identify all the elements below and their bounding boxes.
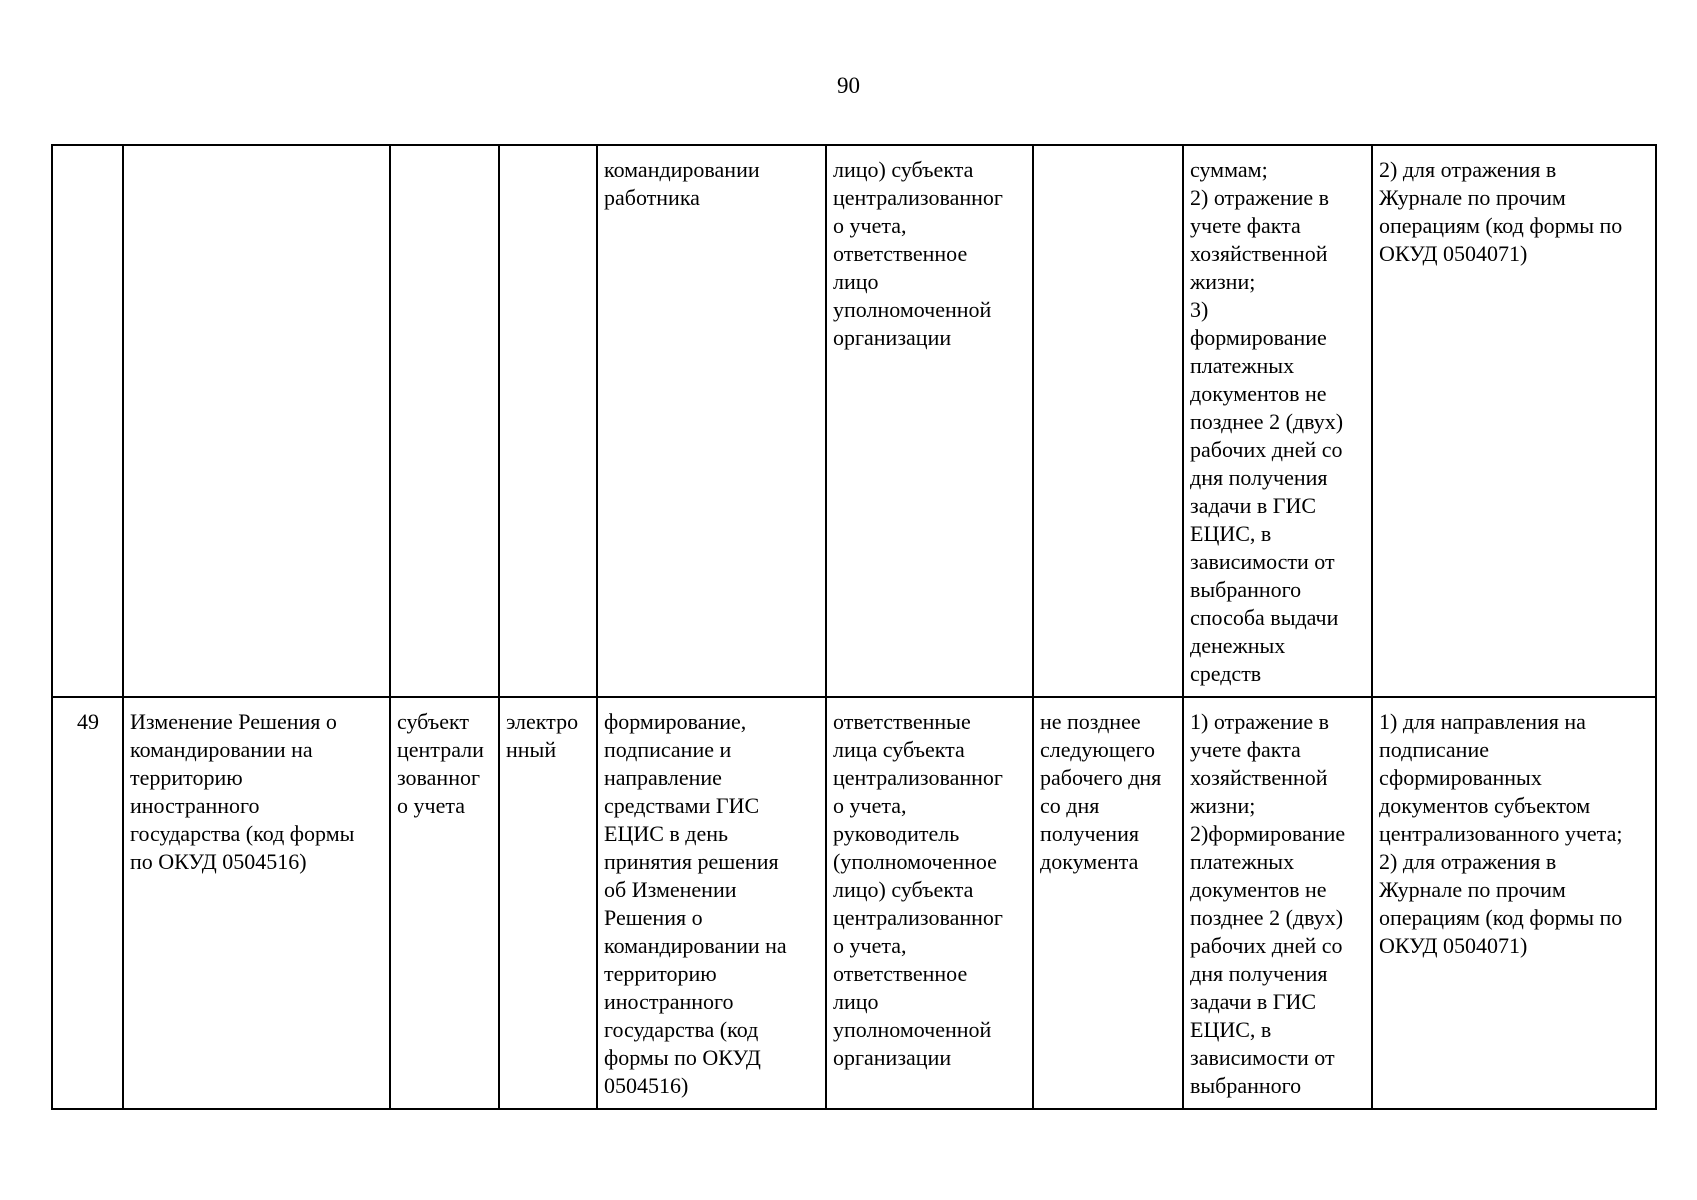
cell-text-line: Изменение Решения о [130, 709, 337, 734]
cell-text-line: документов не [1190, 381, 1327, 406]
format-cell [499, 697, 597, 1109]
cell-text-line: командировании на [604, 933, 787, 958]
result-cell [1183, 697, 1372, 1109]
cell-text-line: (уполномоченное [833, 849, 997, 874]
row-number-cell: 49 [52, 697, 123, 1109]
purpose-cell [1372, 697, 1656, 1109]
cell-text-line: операциям (код формы по [1379, 213, 1623, 238]
cell-text-line: суммам; [1190, 157, 1268, 182]
cell-text-line: организации [833, 325, 952, 350]
cell-text-line: денежных [1190, 633, 1286, 658]
responsible-cell [826, 145, 1033, 697]
cell-text-line: ЕЦИС в день [604, 821, 729, 846]
cell-text-line: выбранного [1190, 1073, 1302, 1098]
cell-text-line: лицо [833, 989, 879, 1014]
cell-text-line: следующего [1040, 737, 1156, 762]
cell-text-line: рабочих дней со [1190, 437, 1343, 462]
cell-text-line: электро [506, 709, 579, 734]
cell-text-line: платежных [1190, 849, 1295, 874]
cell-text-line: организации [833, 1045, 952, 1070]
cell-text-line: нный [506, 737, 557, 762]
cell-text-line: субъект [397, 709, 469, 734]
cell-text-line: выбранного [1190, 577, 1302, 602]
cell-text-line: жизни; [1190, 269, 1256, 294]
cell-text-line: хозяйственной [1190, 765, 1328, 790]
cell-text-line: 1) для направления на [1379, 709, 1586, 734]
cell-text-line: подписание [1379, 737, 1489, 762]
cell-text-line: ОКУД 0504071) [1379, 241, 1528, 266]
cell-text-line: получения [1040, 821, 1139, 846]
deadline-cell [1033, 697, 1183, 1109]
cell-text-line: уполномоченной [833, 1017, 992, 1042]
cell-text-line: формы по ОКУД [604, 1045, 761, 1070]
cell-text-line: централизованног [833, 765, 1003, 790]
cell-text-line: учете факта [1190, 737, 1301, 762]
cell-text-line: Журнале по прочим [1379, 185, 1566, 210]
cell-text-line: территорию [604, 961, 717, 986]
cell-text-line: Журнале по прочим [1379, 877, 1566, 902]
cell-text-line: работника [604, 185, 700, 210]
cell-text-line: о учета, [833, 793, 907, 818]
cell-text-line: уполномоченной [833, 297, 992, 322]
cell-text-line: о учета [397, 793, 465, 818]
cell-text-line: 3) [1190, 297, 1209, 322]
cell-text-line: централизованног [833, 185, 1003, 210]
cell-text-line: государства (код формы [130, 821, 355, 846]
cell-text-line: документов не [1190, 877, 1327, 902]
cell-text-line: не позднее [1040, 709, 1141, 734]
cell-text-line: руководитель [833, 821, 960, 846]
executor-cell [390, 697, 499, 1109]
cell-text-line: задачи в ГИС [1190, 493, 1317, 518]
cell-text-line: ответственные [833, 709, 971, 734]
cell-text-line: средств [1190, 661, 1262, 686]
cell-text-line: принятия решения [604, 849, 779, 874]
cell-text-line: документов субъектом [1379, 793, 1591, 818]
cell-text-line: 2) для отражения в [1379, 157, 1557, 182]
document-name-cell [123, 697, 390, 1109]
cell-text-line: централи [397, 737, 484, 762]
cell-text-line: учете факта [1190, 213, 1301, 238]
cell-text-line: формирование, [604, 709, 747, 734]
cell-text-line: ЕЦИС, в [1190, 1017, 1272, 1042]
cell-text-line: лицо) субъекта [833, 157, 974, 182]
cell-text-line: лицо [833, 269, 879, 294]
page-number: 90 [837, 73, 860, 98]
cell-text-line: 2)формирование [1190, 821, 1346, 846]
row-number-cell [52, 145, 123, 697]
cell-text-line: рабочего дня [1040, 765, 1162, 790]
deadline-cell [1033, 145, 1183, 697]
cell-text-line: лицо) субъекта [833, 877, 974, 902]
cell-text-line: сформированных [1379, 765, 1542, 790]
cell-text-line: 2) отражение в [1190, 185, 1330, 210]
cell-text-line: об Изменении [604, 877, 737, 902]
cell-text-line: задачи в ГИС [1190, 989, 1317, 1014]
action-cell [597, 697, 826, 1109]
cell-text-line: подписание и [604, 737, 732, 762]
cell-text-line: иностранного [130, 793, 260, 818]
cell-text-line: документа [1040, 849, 1139, 874]
cell-text-line: средствами ГИС [604, 793, 760, 818]
purpose-cell [1372, 145, 1656, 697]
responsible-cell [826, 697, 1033, 1109]
cell-text-line: рабочих дней со [1190, 933, 1343, 958]
cell-text-line: жизни; [1190, 793, 1256, 818]
cell-text-line: зованног [397, 765, 480, 790]
format-cell [499, 145, 597, 697]
cell-text-line: со дня [1040, 793, 1100, 818]
cell-text-line: лица субъекта [833, 737, 965, 762]
cell-text-line: по ОКУД 0504516) [130, 849, 307, 874]
cell-text-line: ЕЦИС, в [1190, 521, 1272, 546]
cell-text-line: ОКУД 0504071) [1379, 933, 1528, 958]
cell-text-line: ответственное [833, 961, 968, 986]
table-row [52, 697, 1656, 1109]
executor-cell [390, 145, 499, 697]
cell-text-line: направление [604, 765, 722, 790]
cell-text-line: государства (код [604, 1017, 759, 1042]
cell-text-line: способа выдачи [1190, 605, 1339, 630]
cell-text-line: дня получения [1190, 465, 1328, 490]
cell-text-line: позднее 2 (двух) [1190, 409, 1344, 434]
cell-text-line: 1) отражение в [1190, 709, 1330, 734]
cell-text-line: о учета, [833, 213, 907, 238]
cell-text-line: зависимости от [1190, 1045, 1335, 1070]
cell-text-line: 2) для отражения в [1379, 849, 1557, 874]
cell-text-line: дня получения [1190, 961, 1328, 986]
action-cell [597, 145, 826, 697]
cell-text-line: централизованного учета; [1379, 821, 1623, 846]
cell-text-line: операциям (код формы по [1379, 905, 1623, 930]
cell-text-line: зависимости от [1190, 549, 1335, 574]
cell-text-line: о учета, [833, 933, 907, 958]
cell-text-line: формирование [1190, 325, 1327, 350]
cell-text-line: хозяйственной [1190, 241, 1328, 266]
document-name-cell [123, 145, 390, 697]
document-table [51, 144, 1657, 1110]
cell-text-line: ответственное [833, 241, 968, 266]
cell-text-line: командировании [604, 157, 760, 182]
table-row [52, 145, 1656, 697]
cell-text-line: платежных [1190, 353, 1295, 378]
cell-text-line: централизованног [833, 905, 1003, 930]
cell-text-line: 0504516) [604, 1073, 689, 1098]
cell-text-line: позднее 2 (двух) [1190, 905, 1344, 930]
cell-text-line: территорию [130, 765, 243, 790]
cell-text-line: командировании на [130, 737, 313, 762]
cell-text-line: Решения о [604, 905, 703, 930]
result-cell [1183, 145, 1372, 697]
cell-text-line: иностранного [604, 989, 734, 1014]
